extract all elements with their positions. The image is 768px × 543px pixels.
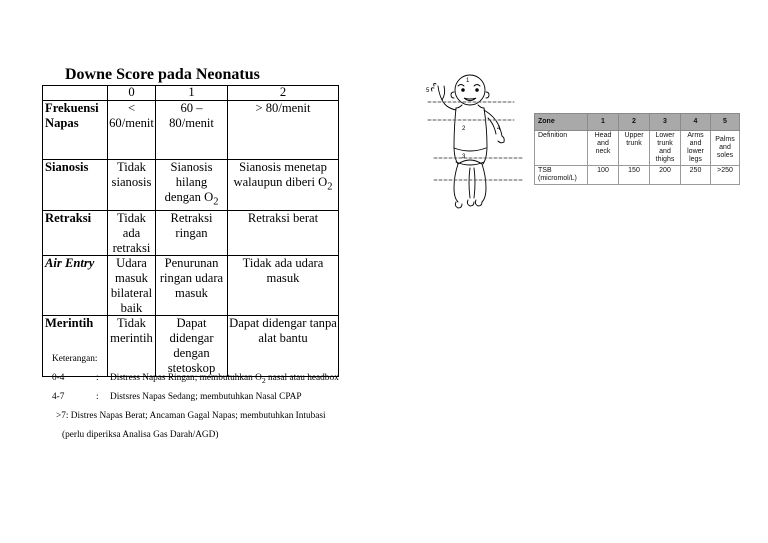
downe-header-cell: 2 — [228, 86, 339, 101]
zone-number: 3 — [462, 154, 466, 160]
downe-header-row — [43, 86, 339, 101]
zone-definition-cell: Upper trunk — [619, 131, 650, 166]
document-title: Downe Score pada Neonatus — [65, 66, 260, 83]
zone-tsb-cell: 200 — [650, 166, 681, 185]
zone-number: 1 — [466, 78, 470, 84]
score-cell: Dapat didengar tanpa alat bantu — [228, 316, 339, 376]
zone-header-cell: 5 — [711, 114, 740, 131]
note-item: >7: Distres Napas Berat; Ancaman Gagal Napas; membutuhkan Intubasi — [56, 411, 326, 421]
zone-definition-cell: Lower trunk and thighs — [650, 131, 681, 166]
score-cell: 60 – 80/menit — [156, 101, 228, 160]
row-label: Retraksi — [43, 210, 108, 255]
zone-number: 2 — [462, 126, 466, 132]
score-cell: < 60/menit — [108, 101, 156, 160]
subscript: 2 — [261, 375, 266, 385]
subscript: 2 — [213, 196, 219, 208]
zone-header-cell: 3 — [650, 114, 681, 131]
table-row — [43, 101, 339, 160]
zone-definition-row — [535, 131, 740, 166]
score-cell: Tidak merintih — [108, 316, 156, 376]
zone-table — [534, 113, 740, 185]
cell-text: Sianosis hilang dengan O — [164, 160, 214, 204]
subscript: 2 — [327, 181, 333, 193]
note-item — [52, 369, 382, 388]
row-label: Frekuensi Napas — [43, 101, 108, 160]
note-text: Distress Napas Ringan; membutuhkan O — [110, 373, 262, 383]
zone-row-label: TSB (micromol/L) — [535, 166, 588, 185]
table-row — [43, 256, 339, 316]
zone-tsb-cell: >250 — [711, 166, 740, 185]
baby-zones-illustration-icon — [418, 72, 530, 217]
zone-definition-cell: Palms and soles — [711, 131, 740, 166]
zone-row-label: Definition — [535, 131, 588, 166]
zone-definition-cell: Arms and lower legs — [681, 131, 711, 166]
downe-header-cell: 1 — [156, 86, 228, 101]
notes-section — [52, 350, 382, 445]
downe-score-table — [42, 85, 339, 377]
zone-number: 4 — [497, 126, 501, 132]
zone-number: 5 — [426, 88, 430, 94]
zone-definition-cell: Head and neck — [588, 131, 619, 166]
zone-tsb-cell: 250 — [681, 166, 711, 185]
zone-tsb-cell: 100 — [588, 166, 619, 185]
score-cell: Udara masuk bilateral baik — [108, 256, 156, 316]
score-cell: Tidak sianosis — [108, 160, 156, 211]
table-row — [43, 210, 339, 255]
note-text: nasal atau headbox — [265, 373, 339, 383]
row-label: Air Entry — [43, 256, 108, 316]
score-cell: Retraksi berat — [228, 210, 339, 255]
score-cell: Retraksi ringan — [156, 210, 228, 255]
score-cell — [156, 160, 228, 211]
note-item — [52, 388, 382, 407]
zone-header-cell: 1 — [588, 114, 619, 131]
cell-text: Sianosis menetap walaupun diberi O — [233, 160, 328, 189]
row-label: Merintih — [43, 316, 108, 376]
score-cell: Dapat didengar dengan stetoskop — [156, 316, 228, 376]
score-cell: Tidak ada retraksi — [108, 210, 156, 255]
note-text: Distsres Napas Sedang; membutuhkan Nasal CPAP — [110, 392, 302, 402]
zone-header-cell: Zone — [535, 114, 588, 131]
score-cell: > 80/menit — [228, 101, 339, 160]
notes-heading: Keterangan: — [52, 354, 98, 364]
score-cell: Penurunan ringan udara masuk — [156, 256, 228, 316]
note-colon: : — [96, 373, 99, 383]
note-colon: : — [96, 392, 99, 402]
zone-tsb-row — [535, 166, 740, 185]
row-label: Sianosis — [43, 160, 108, 211]
note-item: (perlu diperiksa Analisa Gas Darah/AGD) — [62, 430, 219, 440]
score-cell: Tidak ada udara masuk — [228, 256, 339, 316]
downe-header-cell — [43, 86, 108, 101]
zone-header-cell: 2 — [619, 114, 650, 131]
note-key: 4-7 — [52, 392, 65, 402]
score-cell — [228, 160, 339, 211]
downe-header-cell: 0 — [108, 86, 156, 101]
zone-header-row — [535, 114, 740, 131]
note-key: 0-4 — [52, 373, 65, 383]
table-row — [43, 160, 339, 211]
zone-tsb-cell: 150 — [619, 166, 650, 185]
zone-header-cell: 4 — [681, 114, 711, 131]
